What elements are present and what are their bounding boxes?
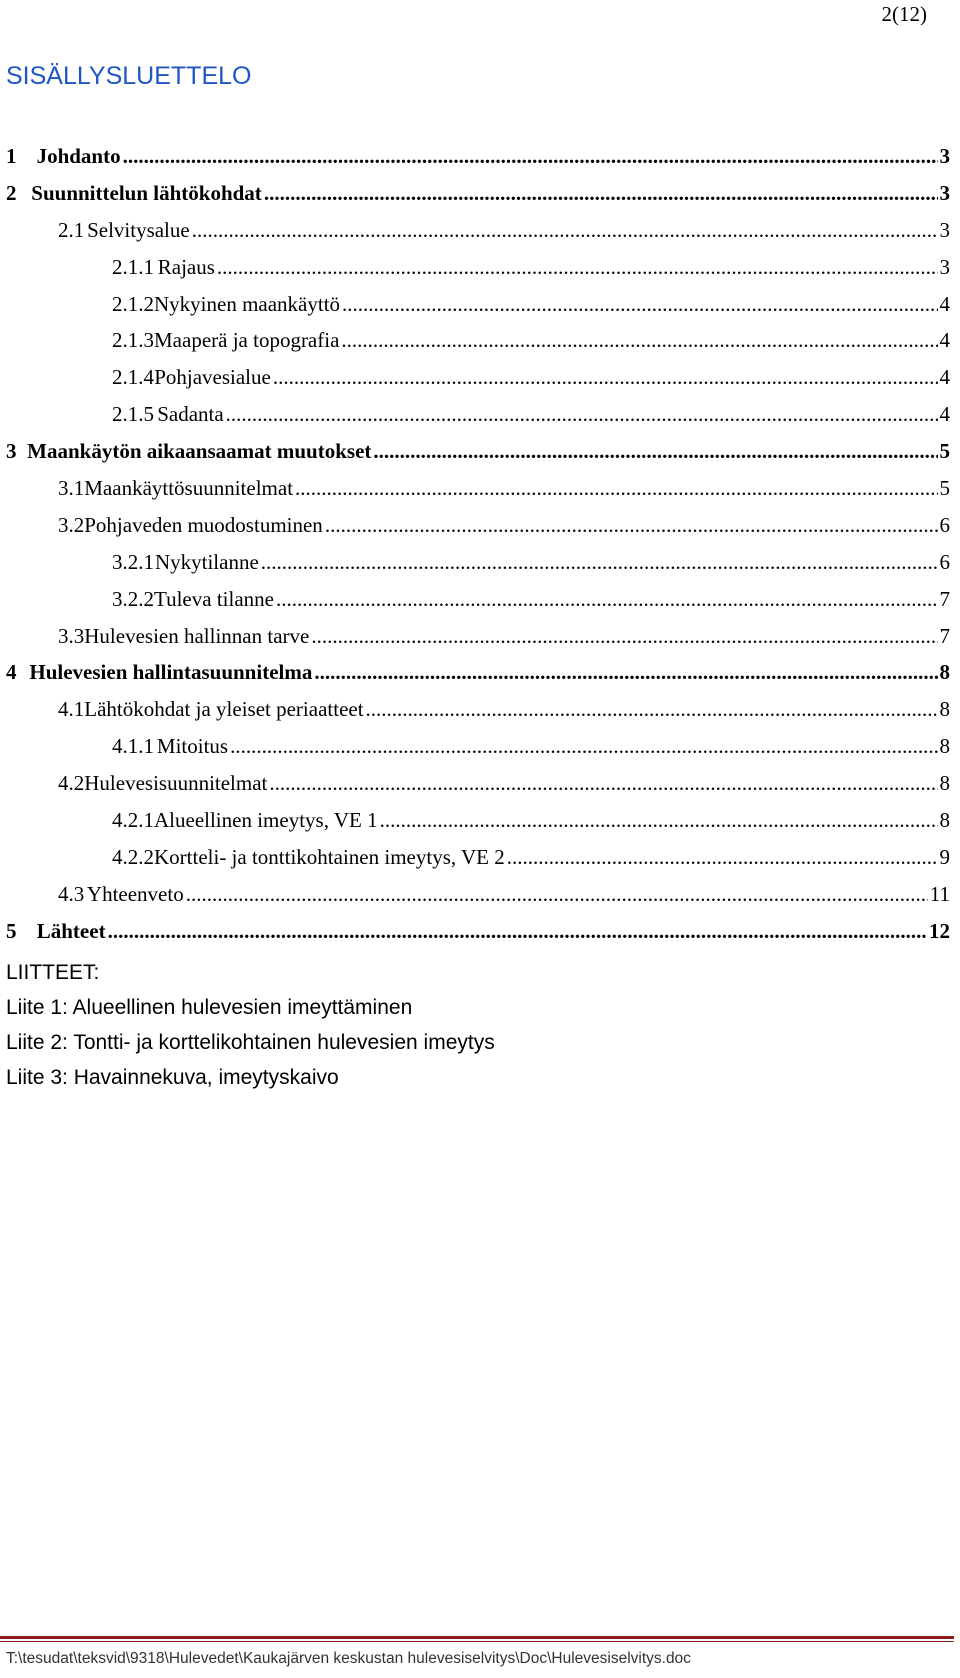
toc-entry-title: Maankäyttösuunnitelmat <box>84 476 294 501</box>
toc-entry-page: 5 <box>939 476 950 501</box>
toc-entry[interactable] <box>6 249 950 286</box>
attachments-heading: LIITTEET: <box>6 961 100 984</box>
toc-entry-number: 3.3 <box>58 623 85 648</box>
toc-entry[interactable] <box>6 175 950 212</box>
toc-leader-dots <box>341 322 937 359</box>
toc-leader-dots <box>273 359 938 396</box>
toc-leader-dots <box>507 839 938 876</box>
footer-rule-thin <box>0 1641 954 1642</box>
toc-entry[interactable] <box>6 396 950 433</box>
toc-entry[interactable] <box>6 544 950 581</box>
toc-entry-number: 1 <box>6 144 17 168</box>
toc-leader-dots <box>311 618 937 655</box>
toc-entry-title: Rajaus <box>157 254 215 279</box>
toc-entry-number: 4.1 <box>58 697 85 722</box>
toc-entry-title: Sadanta <box>157 402 224 427</box>
toc-entry-number: 3.2.1 <box>112 549 154 574</box>
toc-leader-dots <box>314 654 937 691</box>
toc-leader-dots <box>261 544 938 581</box>
toc-entry[interactable] <box>6 470 950 507</box>
toc-entry-number: 2.1.1 <box>112 254 154 279</box>
toc-leader-dots <box>123 138 938 175</box>
toc-leader-dots <box>186 876 928 913</box>
page-number: 2(12) <box>881 2 927 26</box>
toc-leader-dots <box>373 433 937 470</box>
footer-rule <box>0 1636 954 1639</box>
toc-entry[interactable] <box>6 581 950 618</box>
toc-entry-page: 8 <box>939 771 950 796</box>
toc-entry-title: Pohjavesialue <box>154 365 271 390</box>
toc-entry-title: Hulevesien hallintasuunnitelma <box>29 660 313 685</box>
toc-entry-title: Suunnittelun lähtökohdat <box>31 180 262 205</box>
toc-entry-page: 8 <box>939 697 950 722</box>
toc-entry-number: 4.2.1 <box>112 808 154 833</box>
toc-entry-page: 5 <box>939 439 950 464</box>
toc-entry-number: 2.1.2 <box>112 291 154 316</box>
toc-entry-page: 9 <box>939 844 950 869</box>
toc-entry[interactable] <box>6 138 950 175</box>
toc-entry-number: 4.2 <box>58 771 85 796</box>
toc-entry-title: Maankäytön aikaansaamat muutokset <box>27 439 372 464</box>
toc-entry-title: Nykyinen maankäyttö <box>154 291 341 316</box>
toc-entry[interactable] <box>6 359 950 396</box>
toc-entry-title: Selvitysalue <box>87 217 190 242</box>
attachment-item-2: Liite 2: Tontti- ja korttelikohtainen hulevesien imeytys <box>6 1031 495 1054</box>
toc-leader-dots <box>226 396 938 433</box>
toc-entry-title: Tuleva tilanne <box>154 586 274 611</box>
toc-entry-title: Yhteenveto <box>86 881 184 906</box>
toc-entry-title: Pohjaveden muodostuminen <box>84 512 323 537</box>
toc-entry[interactable] <box>6 876 950 913</box>
toc-entry-page: 6 <box>939 549 950 574</box>
toc-entry-page: 8 <box>939 734 950 759</box>
toc-entry[interactable] <box>6 691 950 728</box>
toc-entry-page: 3 <box>939 217 950 242</box>
toc-entry-title: Lähteet <box>36 918 106 943</box>
toc-leader-dots <box>325 507 938 544</box>
toc-entry-title: Alueellinen imeytys, VE 1 <box>154 808 378 833</box>
toc-leader-dots <box>108 913 927 950</box>
toc-entry-title: Maaperä ja topografia <box>154 328 340 353</box>
toc-entry-page: 4 <box>939 291 950 316</box>
toc-entry-number: 4.1.1 <box>112 734 154 759</box>
toc-entry-number: 5 <box>6 918 17 943</box>
toc-title: SISÄLLYSLUETTELO <box>6 62 252 90</box>
toc-entry-title: Mitoitus <box>156 734 229 759</box>
toc-entry-page: 3 <box>939 144 950 168</box>
toc-entry-page: 6 <box>939 512 950 537</box>
toc-entry[interactable] <box>6 507 950 544</box>
toc-entry[interactable] <box>6 802 950 839</box>
footer-file-path: T:\tesudat\teksvid\9318\Hulevedet\Kaukajärven keskustan hulevesiselvitys\Doc\Hulevesiselvitys.doc <box>6 1650 691 1667</box>
attachment-item-3: Liite 3: Havainnekuva, imeytyskaivo <box>6 1066 339 1089</box>
toc-entry-title: Hulevesien hallinnan tarve <box>84 623 310 648</box>
toc-entry-page: 7 <box>939 586 950 611</box>
toc-leader-dots <box>380 802 938 839</box>
toc-entry-number: 3.2.2 <box>112 586 154 611</box>
toc-entry[interactable] <box>6 433 950 470</box>
toc-entry-page: 4 <box>939 365 950 390</box>
attachment-item-1: Liite 1: Alueellinen hulevesien imeyttäminen <box>6 996 413 1019</box>
toc-entry[interactable] <box>6 654 950 691</box>
toc-entry-number: 2.1 <box>58 217 85 242</box>
toc-leader-dots <box>230 728 937 765</box>
toc-entry-title: Hulevesisuunnitelmat <box>84 771 268 796</box>
attachments-section <box>6 955 495 1095</box>
toc-entry-number: 2.1.3 <box>112 328 154 353</box>
toc-entry-page: 12 <box>929 918 950 943</box>
toc-entry-page: 8 <box>939 808 950 833</box>
toc-entry-page: 8 <box>939 660 950 685</box>
toc-leader-dots <box>366 691 938 728</box>
toc-entry-number: 2.1.5 <box>112 402 154 427</box>
toc-entry[interactable] <box>6 765 950 802</box>
toc-entry[interactable] <box>6 618 950 655</box>
toc-entry[interactable] <box>6 913 950 950</box>
toc-leader-dots <box>342 286 937 323</box>
toc-leader-dots <box>264 175 938 212</box>
toc-entry-number: 3.2 <box>58 512 85 537</box>
toc-leader-dots <box>217 249 938 286</box>
toc-entry-number: 2.1.4 <box>112 365 154 390</box>
toc-entry-page: 4 <box>939 402 950 427</box>
toc-entry[interactable] <box>6 322 950 359</box>
toc-entry-number: 2 <box>6 180 17 205</box>
toc-leader-dots <box>192 212 938 249</box>
toc-entry-number: 3.1 <box>58 476 85 501</box>
toc-entry[interactable] <box>6 286 950 323</box>
toc-entry-title: Johdanto <box>36 144 121 168</box>
toc-entry[interactable] <box>6 728 950 765</box>
toc-leader-dots <box>276 581 938 618</box>
toc-entry-number: 4.3 <box>58 881 85 906</box>
toc-entry-number: 3 <box>6 439 17 464</box>
toc-entry-number: 4.2.2 <box>112 844 154 869</box>
toc-entry-title: Lähtökohdat ja yleiset periaatteet <box>84 697 364 722</box>
toc-entry[interactable] <box>6 839 950 876</box>
toc-entry-title: Nykytilanne <box>154 549 259 574</box>
table-of-contents <box>6 138 950 950</box>
toc-entry-page: 7 <box>939 623 950 648</box>
toc-entry[interactable] <box>6 212 950 249</box>
toc-entry-number: 4 <box>6 660 17 685</box>
toc-entry-title: Kortteli- ja tonttikohtainen imeytys, VE 2 <box>154 844 505 869</box>
toc-entry-page: 3 <box>939 180 950 205</box>
toc-entry-page: 3 <box>939 254 950 279</box>
toc-entry-page: 4 <box>939 328 950 353</box>
toc-leader-dots <box>269 765 937 802</box>
toc-entry-page: 11 <box>929 881 950 906</box>
toc-leader-dots <box>295 470 937 507</box>
